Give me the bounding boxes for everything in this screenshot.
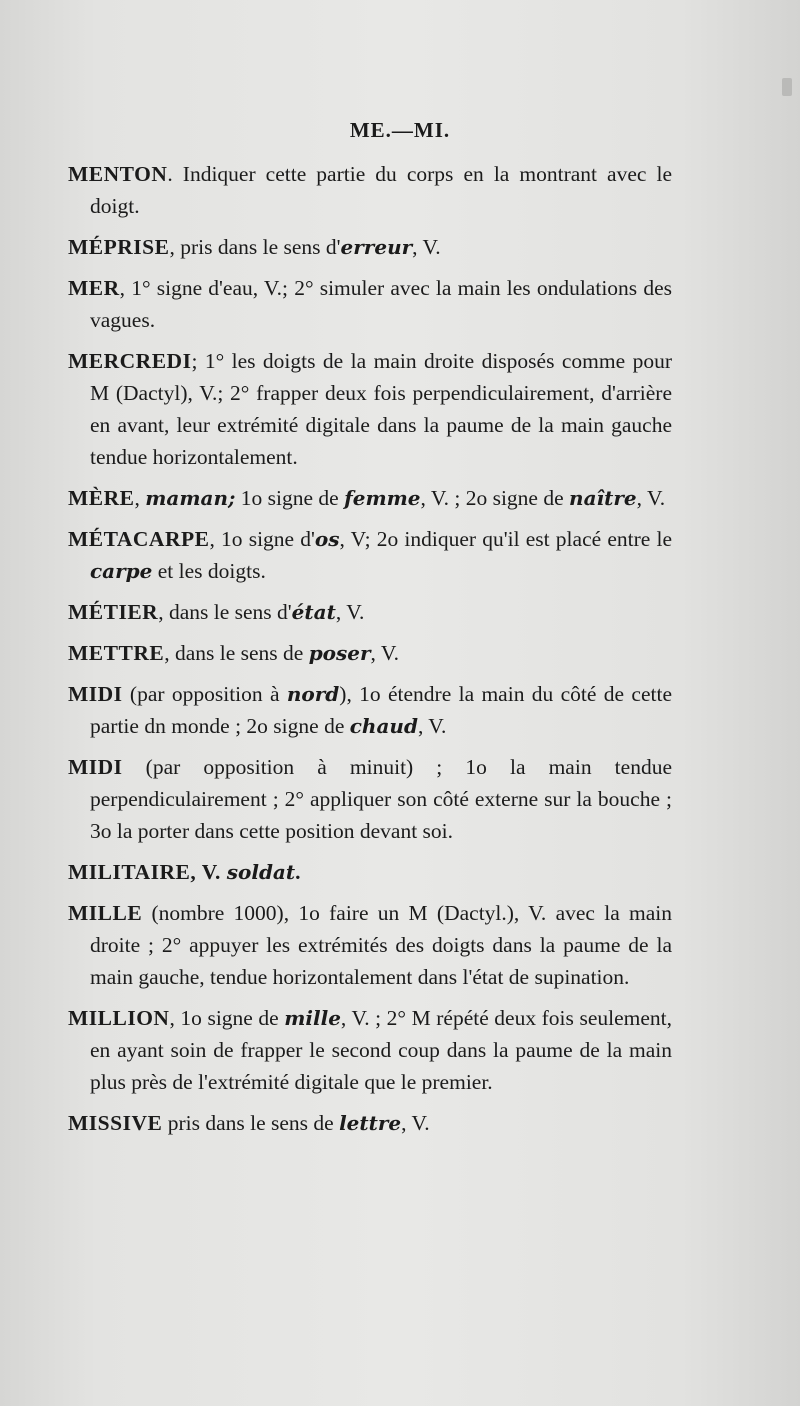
cross-reference: erreur (340, 235, 413, 259)
headword: MISSIVE (68, 1111, 163, 1135)
headword: MIDI (68, 755, 123, 779)
headword: METTRE (68, 641, 165, 665)
definition: et les doigts. (152, 559, 266, 583)
cross-reference: soldat (226, 860, 296, 884)
definition: (nombre 1000), 1o faire un M (Dactyl.), V. avec la main droite ; 2° appuyer les extrémités des doigts dans la paume de la main gauche, tendue horizontalement dans l'état de supination. (90, 901, 672, 989)
cross-reference: carpe (90, 559, 153, 583)
entry-million (68, 1002, 672, 1098)
entry-mettre (68, 637, 672, 669)
definition: ), 1o étendre la main du côté de cette partie dn monde ; 2o signe de (90, 682, 672, 738)
entry-mille (68, 897, 672, 993)
definition: , dans le sens de (164, 641, 309, 665)
cross-reference: mille (284, 1006, 341, 1030)
headword: MÉTIER (68, 600, 159, 624)
headword: MÈRE (68, 486, 135, 510)
entry-midi-minuit (68, 751, 672, 847)
cross-reference: chaud (349, 714, 418, 738)
entry-mere (68, 482, 672, 514)
definition: , V. (335, 600, 365, 624)
entry-midi-nord (68, 678, 672, 742)
cross-reference: nord (286, 682, 340, 706)
running-header: ME.—MI. (349, 118, 451, 142)
headword: MÉTACARPE (68, 527, 210, 551)
definition: . (295, 860, 302, 884)
definition: (par opposition à minuit) ; 1o la main tendue perpendiculairement ; 2° appliquer son côté externe sur la bouche ; 3o la porter dans cette position devant soi. (90, 755, 672, 843)
entry-menton (68, 158, 672, 222)
entry-meprise (68, 231, 672, 263)
definition: , V. (370, 641, 400, 665)
definition: , V. (636, 486, 666, 510)
headword: MILITAIRE (68, 860, 191, 884)
headword: MIDI (68, 682, 123, 706)
definition: , V. (190, 860, 227, 884)
cross-reference: os (314, 527, 340, 551)
entry-mercredi (68, 345, 672, 473)
definition: , V; 2o indiquer qu'il est placé entre le (339, 527, 672, 551)
cross-reference: état (291, 600, 336, 624)
definition: pris dans le sens de (162, 1111, 340, 1135)
cross-reference: poser (308, 641, 371, 665)
definition: , pris dans le sens d' (169, 235, 341, 259)
definition: 1o signe de (235, 486, 345, 510)
headword: MILLE (68, 901, 143, 925)
headword: MENTON (68, 162, 168, 186)
definition: (par opposition à (122, 682, 287, 706)
definition: , (134, 486, 146, 510)
dictionary-entries (68, 158, 672, 1148)
definition: , 1o signe d' (209, 527, 315, 551)
page-edge-mark (782, 78, 792, 96)
definition: , 1° signe d'eau, V.; 2° simuler avec la main les ondulations des vagues. (90, 276, 672, 332)
definition: , V. (412, 235, 441, 259)
cross-reference: femme (344, 486, 421, 510)
cross-reference: naître (569, 486, 637, 510)
definition: , V. ; 2o signe de (420, 486, 570, 510)
definition: , V. (401, 1111, 430, 1135)
headword: MERCREDI (68, 349, 192, 373)
headword: MÉPRISE (68, 235, 170, 259)
entry-mer (68, 272, 672, 336)
definition: , V. (417, 714, 447, 738)
cross-reference: lettre (339, 1111, 402, 1135)
entry-militaire (68, 856, 672, 888)
definition: . Indiquer cette partie du corps en la montrant avec le doigt. (90, 162, 672, 218)
entry-metacarpe (68, 523, 672, 587)
entry-metier (68, 596, 672, 628)
headword: MER (68, 276, 120, 300)
definition: ; 1° les doigts de la main droite disposés comme pour M (Dactyl), V.; 2° frapper deux fois perpendiculairement, d'arrière en avant, leur extrémité digitale dans la paume de la main gauche tendue horizontalement. (90, 349, 672, 469)
definition: , 1o signe de (169, 1006, 285, 1030)
entry-missive (68, 1107, 672, 1139)
definition: , V. ; 2° M répété deux fois seulement, en ayant soin de frapper le second coup dans la paume de la main plus près de l'extrémité digitale que le premier. (90, 1006, 672, 1094)
headword: MILLION (68, 1006, 170, 1030)
cross-reference: maman; (145, 486, 236, 510)
definition: , dans le sens d' (158, 600, 292, 624)
